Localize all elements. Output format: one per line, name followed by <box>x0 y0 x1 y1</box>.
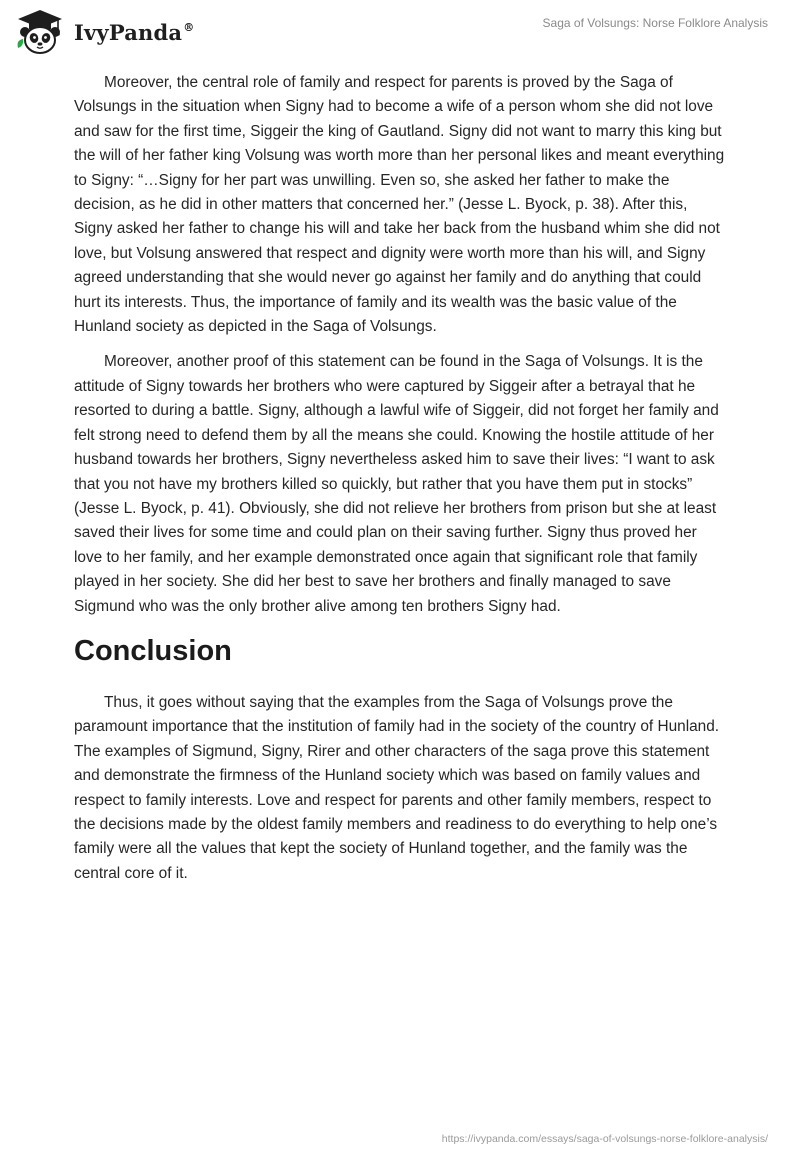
brand-name <box>74 20 194 45</box>
conclusion-paragraph: Thus, it goes without saying that the examples from the Saga of Volsungs prove the paramount importance that the institution of family had in the society of the country of Hunland. The examples of Sigmund, Signy, Rirer and other characters of the saga prove this statement and demonstrate the firmness of the Hunland society which was based on family values and respect to family interests. Love and respect for parents and other family members, respect to the decisions made by the oldest family members and readiness to do everything to help one’s family were all the values that kept the society of Hunland together, and the family was the central core of it. <box>74 693 720 882</box>
body-paragraph: Moreover, the central role of family and respect for parents is proved by the Saga of Volsungs in the situation when Signy had to become a wife of a person whom she did not love and saw for the first time, Siggeir the king of Gautland. Signy did not want to marry this king but the will of her father king Volsung was worth more than her personal likes and meant everything to Signy: “…Signy for her part was unwilling. Even so, she asked her father to make the decision, as he did in other matters that concerned her.” (Jesse L. Byock, p. 38). After this, Signy asked her father to change his will and take her back from the husband whim she did not love, but Volsung answered that respect and dignity were worth more than his will, and Signy agreed understanding that she would never go against her family and do anything that could hurt its interests. Thus, the importance of family and its wealth was the basic value of the Hunland society as depicted in the Saga of Volsungs. <box>74 74 725 336</box>
source-url[interactable]: https://ivypanda.com/essays/saga-of-volsungs-norse-folklore-analysis/ <box>441 1133 768 1145</box>
conclusion-heading: Conclusion <box>74 634 232 667</box>
running-title: Saga of Volsungs: Norse Folklore Analysis <box>542 16 768 30</box>
ivypanda-logo[interactable] <box>14 8 194 56</box>
panda-graduate-icon <box>14 8 66 56</box>
page-header <box>0 0 800 64</box>
body-paragraph: Moreover, another proof of this statement can be found in the Saga of Volsungs. It is the attitude of Signy towards her brothers who were captured by Siggeir after a betrayal that he resorted to during a battle. Signy, although a lawful wife of Siggeir, did not forget her family and felt strong need to defend them by all the means she could. Knowing the hostile attitude of her husband towards her brothers, Signy nevertheless asked him to save their lives: “I want to ask that you not have my brothers killed so quickly, but rather that you have them put in stocks” (Jesse L. Byock, p. 41). Obviously, she did not relieve her brothers from prison but she at least saved their lives for some time and could plan on their saving further. Signy thus proved her love to her family, and her example demonstrated once again that significant role that family played in her society. She did her best to save her brothers and finally managed to save Sigmund who was the only brother alive among ten brothers Signy had. <box>74 353 719 615</box>
essay-body <box>74 71 728 897</box>
brand-name-text: IvyPanda <box>74 19 183 45</box>
registered-mark: ® <box>183 20 195 34</box>
